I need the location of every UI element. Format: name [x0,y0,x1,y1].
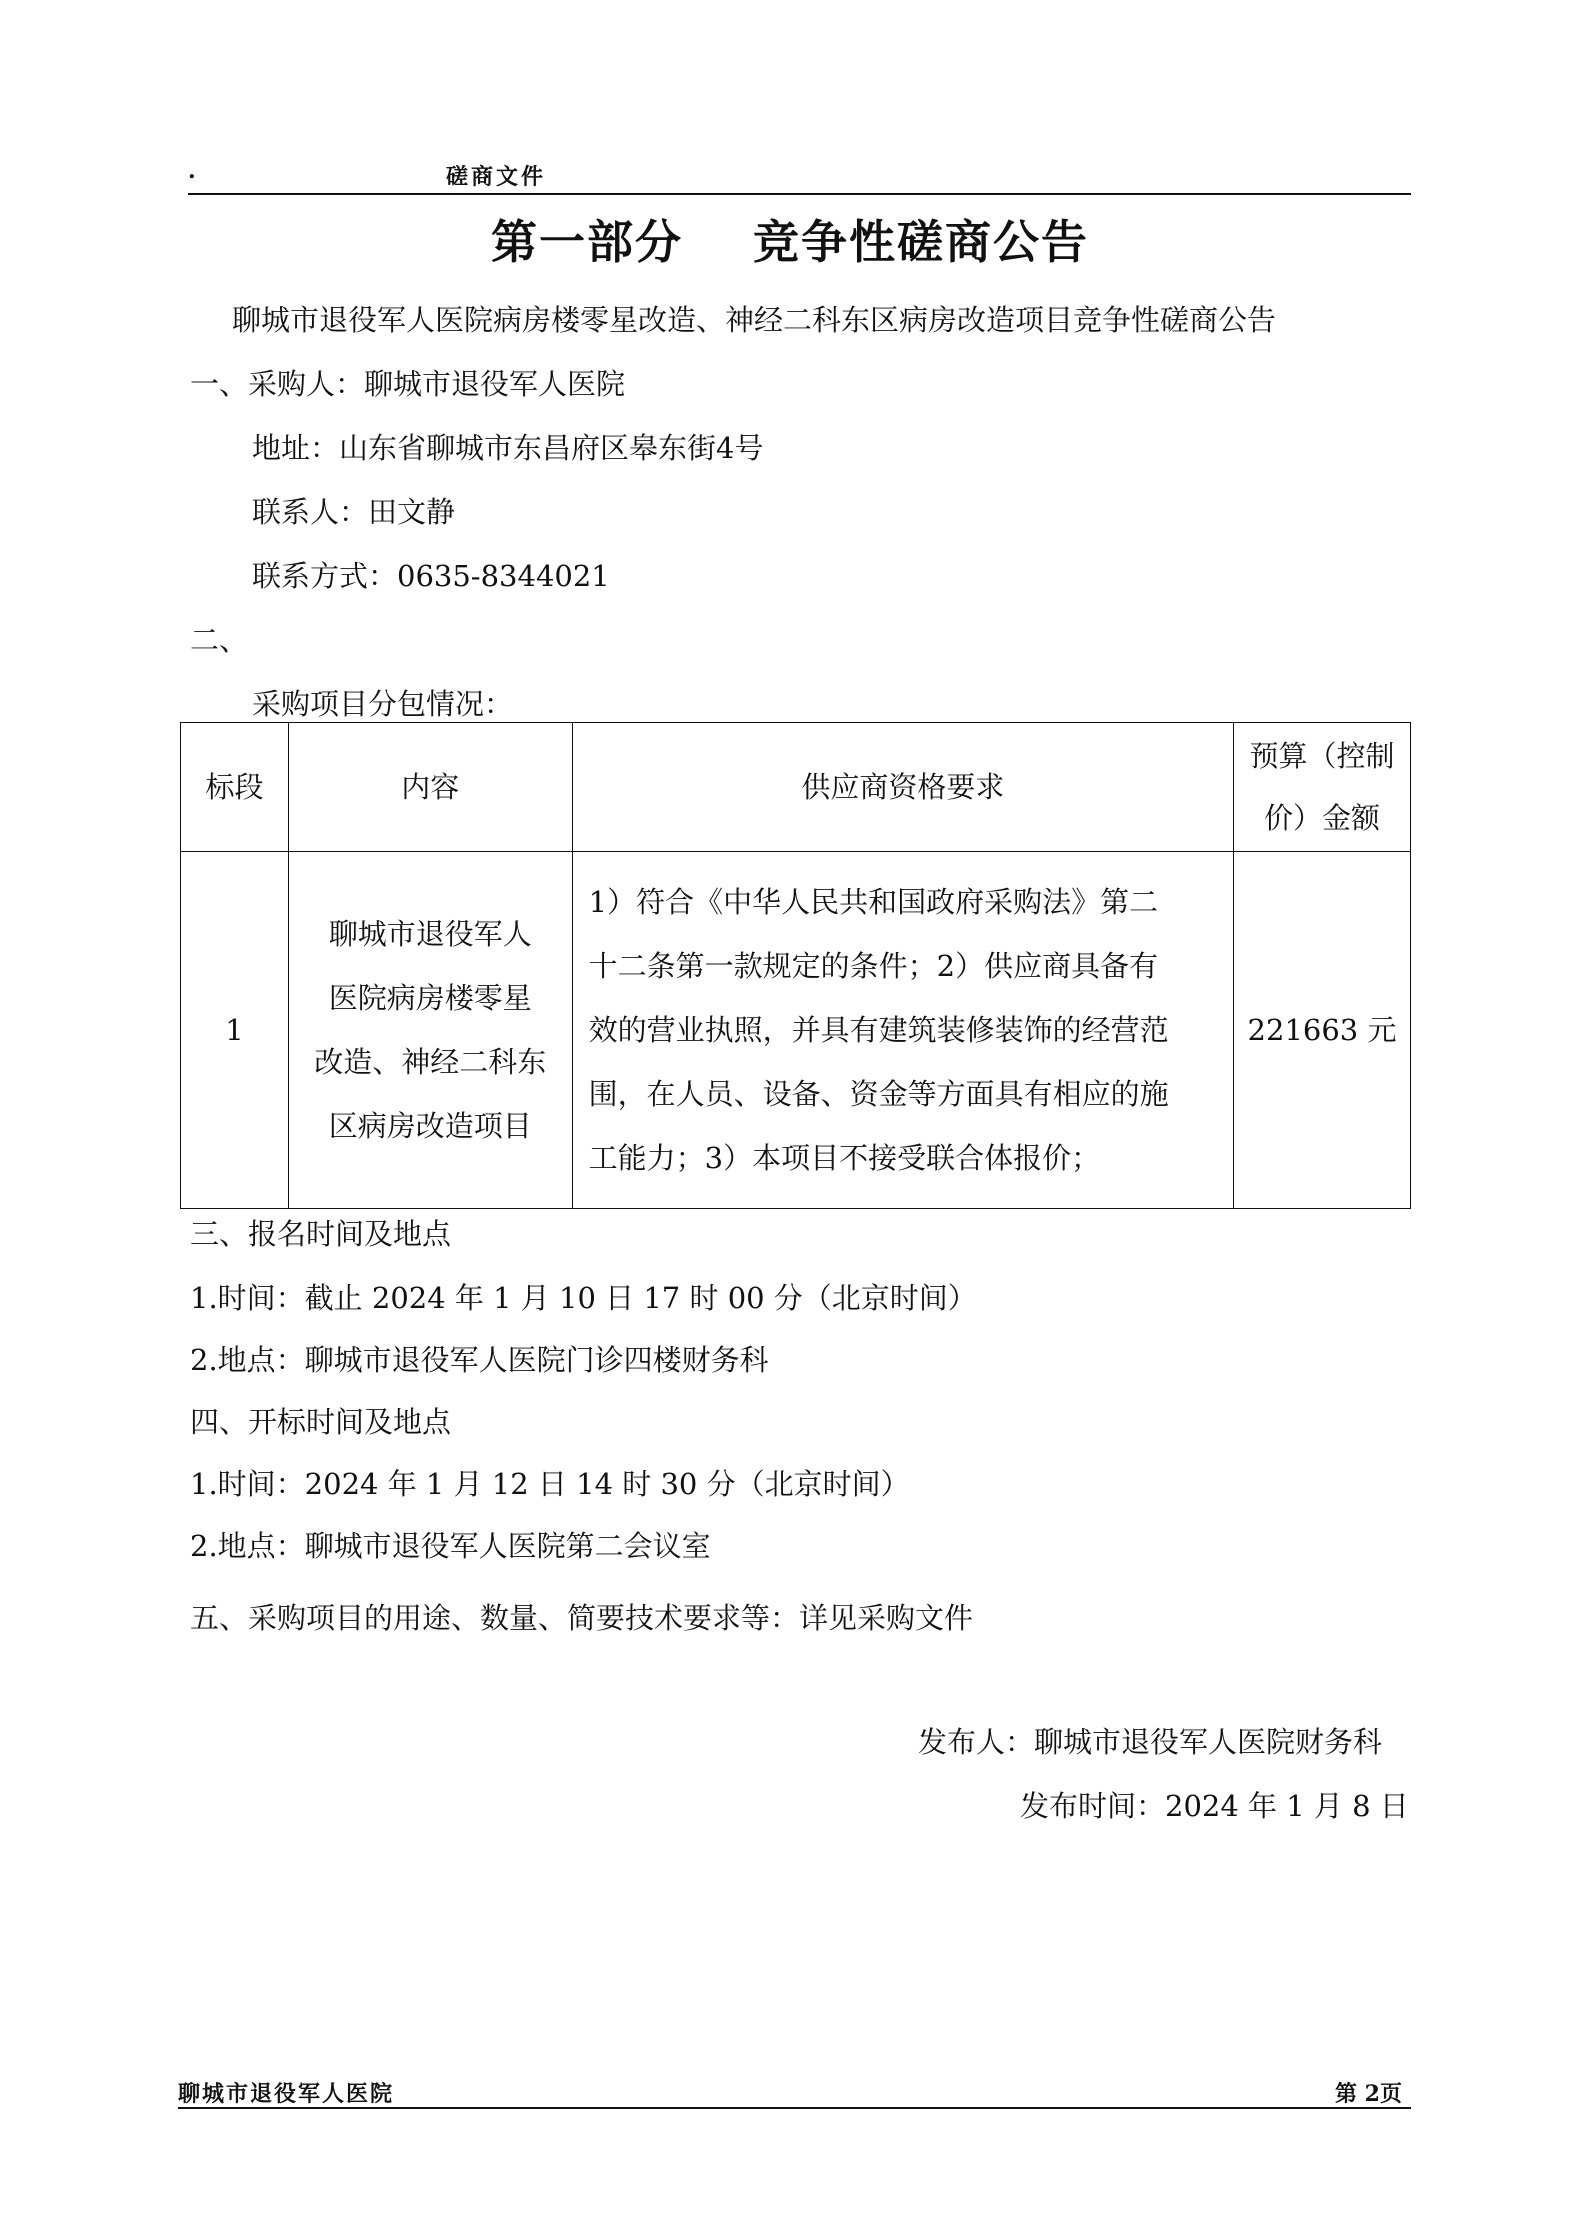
title-part: 第一部分 [491,215,683,269]
section4-heading: 四、开标时间及地点 [190,1405,452,1439]
header-content: 内容 [288,723,572,852]
section2-heading: 二、 [190,623,249,657]
requirement-line: 效的营业执照，并具有建筑装修装饰的经营范 [588,1013,1169,1047]
requirement-line: 1）符合《中华人民共和国政府采购法》第二 [588,885,1159,919]
header-budget-line2: 价）金额 [1264,801,1381,835]
title-name: 竞争性磋商公告 [753,215,1089,269]
content-line: 聊城市退役军人 [328,917,532,951]
package-intro: 采购项目分包情况： [252,687,514,721]
requirement-line: 十二条第一款规定的条件；2）供应商具备有 [588,949,1159,983]
table-header-row [181,723,1411,852]
package-table [180,722,1411,1209]
footer-rule [178,2107,1411,2109]
header-budget [1234,723,1411,852]
opening-place: 2.地点：聊城市退役军人医院第二会议室 [190,1529,711,1563]
requirement-line: 工能力；3）本项目不接受联合体报价； [588,1141,1101,1175]
page-title [0,206,1580,272]
content-line: 改造、神经二科东 [314,1045,547,1079]
cell-content [288,852,572,1209]
opening-time: 1.时间：2024 年 1 月 12 日 14 时 30 分（北京时间） [190,1467,910,1501]
section3-heading: 三、报名时间及地点 [190,1217,452,1251]
contact-line: 联系人：田文静 [252,495,456,529]
header-rule [188,193,1411,195]
footer-org: 聊城市退役军人医院 [178,2081,395,2107]
requirement-line: 围，在人员、设备、资金等方面具有相应的施 [588,1077,1169,1111]
buyer-line: 一、采购人：聊城市退役军人医院 [190,367,626,401]
header-title: 磋商文件 [446,164,547,190]
publisher-name: 发布人：聊城市退役军人医院财务科 [918,1725,1383,1759]
registration-time: 1.时间：截止 2024 年 1 月 10 日 17 时 00 分（北京时间） [190,1281,977,1315]
content-line: 区病房改造项目 [328,1109,532,1143]
section5-text: 五、采购项目的用途、数量、简要技术要求等：详见采购文件 [190,1601,974,1635]
cell-lot: 1 [181,852,289,1209]
announcement-subtitle: 聊城市退役军人医院病房楼零星改造、神经二科东区病房改造项目竞争性磋商公告 [232,303,1277,337]
content-line: 医院病房楼零星 [328,981,532,1015]
page-number: 第 2页 [1335,2081,1402,2107]
address-line: 地址：山东省聊城市东昌府区皋东街4号 [252,431,764,465]
cell-requirements [572,852,1233,1209]
header-requirements: 供应商资格要求 [572,723,1233,852]
header-lot: 标段 [181,723,289,852]
registration-place: 2.地点：聊城市退役军人医院门诊四楼财务科 [190,1343,769,1377]
publish-date: 发布时间：2024 年 1 月 8 日 [1020,1789,1409,1823]
phone-line: 联系方式：0635-8344021 [252,559,610,593]
header-budget-line1: 预算（控制 [1249,739,1395,773]
header-dot: . [188,158,196,184]
cell-budget: 221663 元 [1234,852,1411,1209]
table-row [181,852,1411,1209]
